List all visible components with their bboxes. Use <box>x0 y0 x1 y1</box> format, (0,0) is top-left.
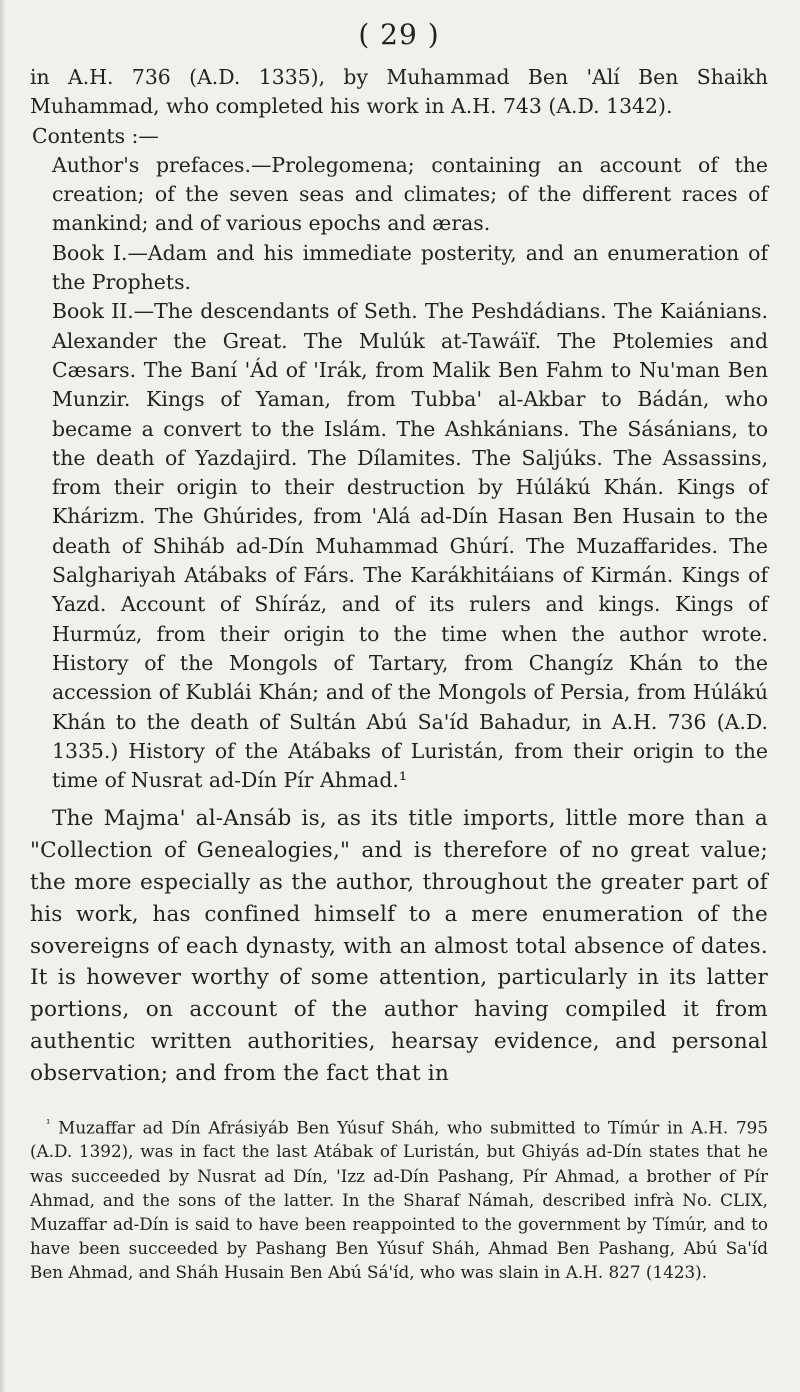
footnote <box>30 1112 768 1285</box>
contents-entry-book-1: Book I.—Adam and his immediate posterity, and an enumeration of the Prophets. <box>52 240 768 295</box>
body-paragraph: The Majma' al-Ansáb is, as its title imports, little more than a "Collection of Genealogies," and is therefore of no great value; the more especially as the author, throughout the greater part of his work, has confined himself to a mere enumeration of the sovereigns of each dynasty, with an almost total absence of dates. It is however worthy of some attention, particularly in its latter portions, on account of the author having compiled it from authentic written authorities, hearsay evidence, and personal observation; and from the fact that in <box>30 806 768 1086</box>
contents-heading: Contents :— <box>32 123 159 148</box>
intro-paragraph: in A.H. 736 (A.D. 1335), by Muhammad Ben 'Alí Ben Shaikh Muhammad, who completed his work in A.H. 743 (A.D. 1342). <box>30 65 768 119</box>
footnote-marker: ¹ <box>46 1116 51 1130</box>
footnote-text: Muzaffar ad Dín Afrásiyáb Ben Yúsuf Sháh, who submitted to Tímúr in A.H. 795 (A.D. 1392), was in fact the last Atábak of Luristán, but Ghiyás ad-Dín states that he was succeeded by Nusrat ad Dín, 'Izz ad-Dín Pashang, Pír Ahmad, a brother of Pír Ahmad, and the sons of the latter. In the Sharaf Námah, described infrà No. CLIX, Muzaffar ad-Dín is said to have been reappointed to the government by Tímúr, and to have been succeeded by Pashang Ben Yúsuf Sháh, Ahmad Ben Pashang, Abú Sa'íd Ben Ahmad, and Sháh Husain Ben Abú Sá'íd, who was slain in A.H. 827 (1423). <box>30 1117 768 1283</box>
contents-entry-prefaces: Author's prefaces.—Prolegomena; containing an account of the creation; of the seven seas and climates; of the different races of mankind; and of various epochs and æras. <box>52 152 768 236</box>
document-page <box>30 18 768 1301</box>
page-edge-shadow <box>0 0 6 1392</box>
contents-entry-book-2: Book II.—The descendants of Seth. The Peshdádians. The Kaiánians. Alexander the Great. The Mulúk at-Tawáïf. The Ptolemies and Cæsars. The Baní 'Ád of 'Irák, from Malik Ben Fahm to Nu'man Ben Munzir. Kings of Yaman, from Tubba' al-Akbar to Bádán, who became a convert to the Islám. The Ashkánians. The Sásánians, to the death of Yazdajird. The Dílamites. The Saljúks. The Assassins, from their origin to their destruction by Húlákú Khán. Kings of Khárizm. The Ghúrides, from 'Alá ad-Dín Hasan Ben Husain to the death of Shiháb ad-Dín Muhammad Ghúrí. The Muzaffarides. The Salghariyah Atábaks of Fárs. The Karákhitáians of Kirmán. Kings of Yazd. Account of Shíráz, and of its rulers and kings. Kings of Hurmúz, from their origin to the time when the author wrote. History of the Mongols of Tartary, from Changíz Khán to the accession of Kublái Khán; and of the Mongols of Persia, from Húlákú Khán to the death of Sultán Abú Sa'íd Bahadur, in A.H. 736 (A.D. 1335.) History of the Atábaks of Luristán, from their origin to the time of Nusrat ad-Dín Pír Ahmad.¹ <box>52 299 768 793</box>
page-number: ( 29 ) <box>358 18 440 51</box>
